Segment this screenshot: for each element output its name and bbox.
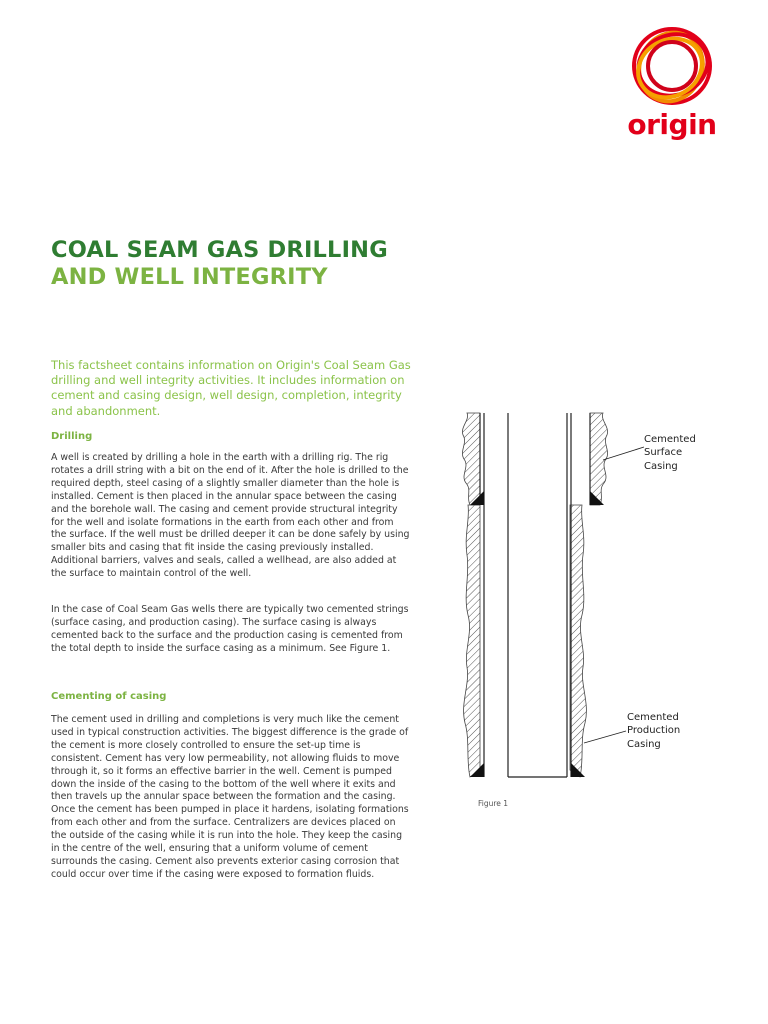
- well-figure: [440, 405, 740, 815]
- drilling-heading: Drilling: [51, 431, 93, 442]
- callout-surface-casing: [644, 433, 734, 473]
- intro-paragraph: This factsheet contains information on Origin's Coal Seam Gas drilling and well integrity activities. It includes information on cement and casing design, well design, completion, integrity and abandonment.: [51, 358, 411, 418]
- callout-surface-line-3: Casing: [644, 460, 678, 472]
- callout-production-casing: [627, 711, 717, 751]
- drilling-paragraph-2: In the case of Coal Seam Gas wells there are typically two cemented strings (surface casing, and production casing). The surface casing is always cemented back to the surface and the production casing is cemented from the total depth to inside the surface casing as a minimum. See Figure 1.: [51, 604, 409, 654]
- surface-cement-left: [462, 413, 480, 505]
- production-cement-right: [570, 505, 586, 777]
- callout-production-line-2: Production: [627, 725, 681, 737]
- cementing-heading: Cementing of casing: [51, 691, 167, 702]
- page-title: [51, 237, 388, 291]
- drilling-paragraph-1: A well is created by drilling a hole in the earth with a drilling rig. The rig rotates a drill string with a bit on the end of it. After the hole is drilled to the required depth, steel casing of a slightly smaller diameter than the hole is installed. Cement is then placed in the annular space between the casing and the borehole wall. The casing and cement provide structural integrity for the well and isolate formations in the earth from each other and from the surface. If the well must be drilled deeper it can be done safely by using smaller bits and casing that fit inside the casing previously installed. Additional barriers, valves and seals, called a wellhead, are also added at the surface to maintain control of the well.: [51, 452, 410, 580]
- origin-wordmark: origin: [627, 108, 717, 141]
- callout-production-line-3: Casing: [627, 738, 661, 750]
- callout-production-line-1: Cemented: [627, 712, 679, 723]
- origin-logo: [624, 22, 720, 146]
- callout-surface-line-2: Surface: [644, 447, 683, 459]
- cementing-paragraph: The cement used in drilling and completions is very much like the cement used in typical construction activities. The biggest difference is the grade of the cement is more closely controlled to ensure the set-up time is consistent. Cement has very low permeability, not allowing fluids to move through it, so it forms an effective barrier in the well. Cement is pumped down the inside of the casing to the bottom of the well where it exits and then travels up the annular space between the formation and the casing. Once the cement has been pumped in place it hardens, isolating formations from each other and from the surface. Centralizers are devices placed on the outside of the casing while it is run into the hole. They keep the casing in the centre of the well, ensuring that a uniform volume of cement surrounds the casing. Cement also prevents exterior casing corrosion that could occur over time if the casing were exposed to formation fluids.: [51, 714, 409, 880]
- title-line-1: COAL SEAM GAS DRILLING: [51, 237, 388, 263]
- origin-rings-icon: [624, 22, 720, 112]
- title-line-2: AND WELL INTEGRITY: [51, 264, 328, 290]
- figure-caption: Figure 1: [478, 799, 509, 808]
- production-cement-left: [464, 505, 480, 777]
- callout-surface-line-1: Cemented: [644, 434, 696, 445]
